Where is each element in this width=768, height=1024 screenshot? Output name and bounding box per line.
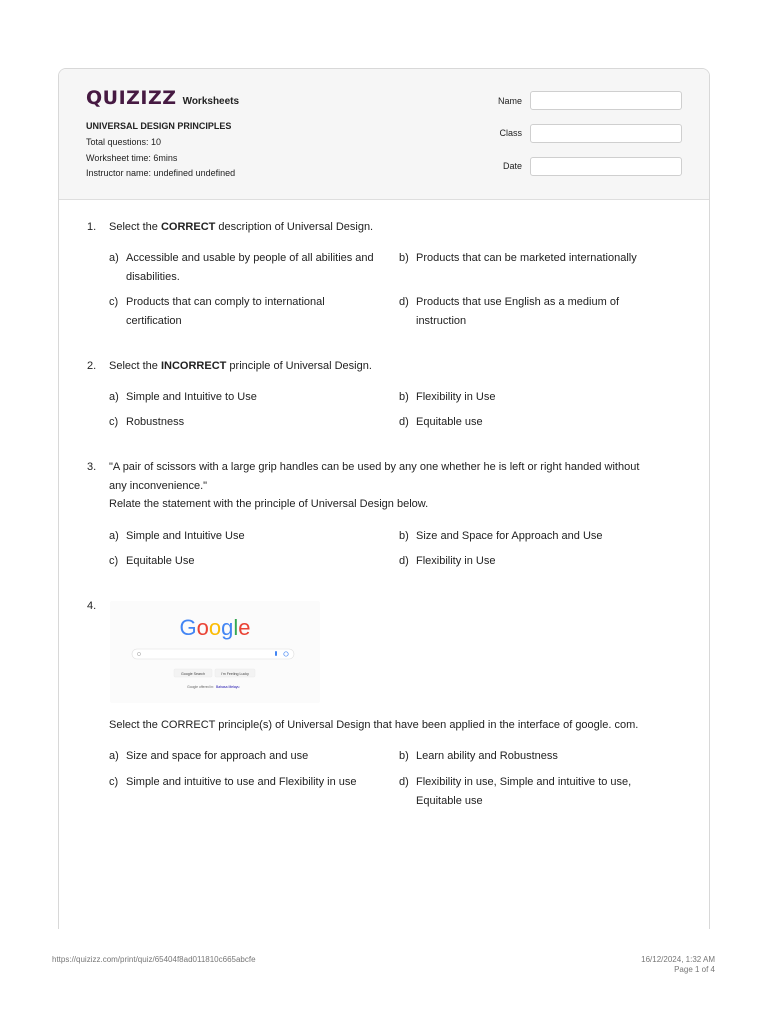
option-letter: a)	[109, 750, 119, 762]
option-letter: d)	[399, 555, 409, 567]
name-field[interactable]	[530, 91, 682, 110]
offered-in-text: Google offered in:	[187, 685, 214, 689]
option-letter: b)	[399, 750, 409, 762]
option-4c	[109, 773, 399, 793]
option-4d	[399, 773, 689, 813]
option-text: Simple and intuitive to use and Flexibility in use	[126, 776, 357, 788]
question-text-end: principle of Universal Design.	[226, 360, 372, 372]
question-number: 2.	[87, 360, 97, 372]
class-label: Class	[499, 128, 522, 138]
option-text: Flexibility in Use	[416, 555, 496, 567]
date-label: Date	[502, 161, 522, 171]
option-text: Simple and Intuitive Use	[126, 530, 245, 542]
question-number: 4.	[87, 600, 97, 612]
offered-language-link: Bahasa Melayu	[216, 685, 240, 689]
option-letter: c)	[109, 416, 119, 428]
question-3	[59, 458, 709, 518]
question-text-emphasis: INCORRECT	[160, 360, 227, 372]
question-number: 1.	[87, 221, 97, 233]
question-text-line3: Relate the statement with the principle of Universal Design below.	[109, 498, 429, 510]
option-text: Products that can comply to international	[126, 296, 325, 308]
option-1c	[109, 293, 399, 333]
instructor-name: Instructor name: undefined undefined	[86, 168, 236, 178]
option-text: Simple and Intuitive to Use	[126, 391, 257, 403]
option-text: Size and Space for Approach and Use	[416, 530, 603, 542]
option-2a	[109, 388, 399, 408]
question-text-line2: any inconvenience."	[109, 480, 208, 492]
question-text	[109, 218, 674, 237]
question-4-text	[59, 716, 709, 736]
question-text	[109, 357, 674, 376]
option-text: Learn ability and Robustness	[416, 750, 558, 762]
worksheet-page	[58, 68, 710, 929]
option-letter: c)	[109, 296, 119, 308]
google-logo: Google	[179, 615, 251, 640]
option-1b	[399, 249, 689, 269]
feeling-lucky-label: I'm Feeling Lucky	[221, 671, 249, 676]
quizizz-logo	[86, 87, 239, 109]
option-letter: b)	[399, 252, 409, 264]
option-text: Flexibility in use, Simple and intuitive to use,	[416, 776, 632, 788]
question-text: Select the CORRECT principle(s) of Universal Design that have been applied in the interface of google. com.	[109, 719, 639, 731]
option-letter: b)	[399, 530, 409, 542]
option-letter: a)	[109, 252, 119, 264]
option-4b	[399, 747, 689, 767]
name-label: Name	[497, 96, 522, 106]
option-3a	[109, 527, 399, 547]
question-text-start: Select the	[109, 360, 161, 372]
google-search-label: Google Search	[181, 671, 205, 676]
option-letter: d)	[399, 416, 409, 428]
option-3d	[399, 552, 689, 572]
google-search-box	[132, 649, 294, 659]
option-letter: a)	[109, 530, 119, 542]
question-1	[59, 218, 709, 238]
question-text-emphasis: CORRECT	[160, 221, 216, 233]
option-text-line2: certification	[126, 315, 182, 327]
option-text: Size and space for approach and use	[126, 750, 309, 762]
mic-icon	[275, 651, 277, 656]
total-questions: Total questions: 10	[86, 137, 162, 147]
worksheet-time: Worksheet time: 6mins	[86, 153, 178, 163]
brand-name: QUIZIZZ	[86, 87, 177, 109]
worksheet-header	[59, 69, 709, 200]
option-letter: a)	[109, 391, 119, 403]
footer-url: https://quizizz.com/print/quiz/65404f8ad011810c665abcfe	[52, 955, 256, 964]
option-letter: c)	[109, 776, 119, 788]
option-letter: b)	[399, 391, 409, 403]
brand-subtitle: Worksheets	[182, 96, 240, 107]
option-letter: c)	[109, 555, 119, 567]
option-2c	[109, 413, 399, 433]
question-2	[59, 357, 709, 377]
question-text-start: Select the	[109, 221, 161, 233]
date-field[interactable]	[530, 157, 682, 176]
option-1d	[399, 293, 689, 333]
option-3c	[109, 552, 399, 572]
option-text-line2: disabilities.	[126, 271, 180, 283]
option-text: Products that can be marketed internationally	[416, 252, 637, 264]
option-4a	[109, 747, 399, 767]
option-text: Flexibility in Use	[416, 391, 496, 403]
footer-info	[641, 955, 715, 975]
footer-datetime: 16/12/2024, 1:32 AM	[641, 955, 715, 964]
option-text: Equitable Use	[126, 555, 195, 567]
question-text-end: description of Universal Design.	[215, 221, 374, 233]
google-homepage-screenshot	[110, 601, 320, 703]
class-field[interactable]	[530, 124, 682, 143]
option-text: Accessible and usable by people of all abilities and	[126, 252, 374, 264]
option-text: Products that use English as a medium of	[416, 296, 619, 308]
option-text: Equitable use	[416, 416, 483, 428]
question-text-line1: "A pair of scissors with a large grip handles can be used by any one whether he is left or right handed without	[109, 461, 640, 473]
option-3b	[399, 527, 689, 547]
option-letter: d)	[399, 296, 409, 308]
footer-page-number: Page 1 of 4	[674, 965, 715, 974]
question-number: 3.	[87, 461, 97, 473]
option-2b	[399, 388, 689, 408]
option-text-line2: Equitable use	[416, 795, 483, 807]
option-letter: d)	[399, 776, 409, 788]
option-2d	[399, 413, 689, 433]
worksheet-title: UNIVERSAL DESIGN PRINCIPLES	[86, 121, 232, 131]
google-homepage-image	[110, 601, 320, 703]
option-1a	[109, 249, 399, 289]
option-text-line2: instruction	[416, 315, 467, 327]
option-text: Robustness	[126, 416, 185, 428]
